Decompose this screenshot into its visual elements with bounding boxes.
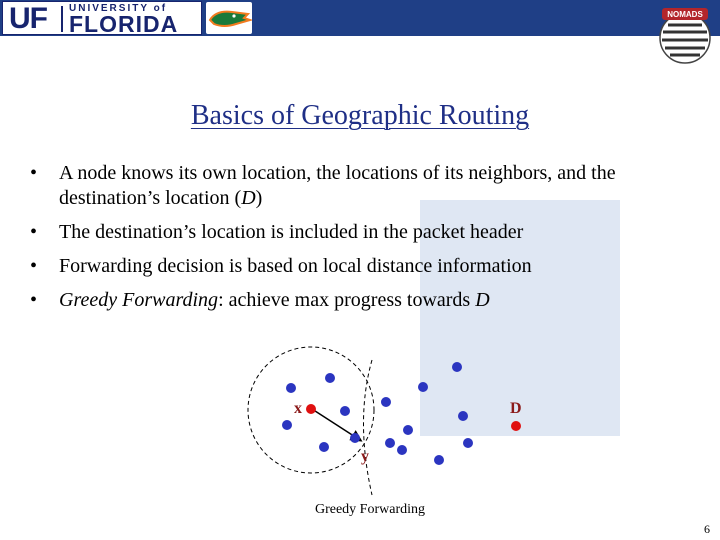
bullet-item: • A node knows its own location, the locations of its neighbors, and the destination’s location (D) (30, 161, 710, 211)
node (463, 438, 473, 448)
label-x: x (294, 400, 302, 417)
nomads-label: NOMADS (667, 10, 703, 19)
node (286, 383, 296, 393)
node (385, 438, 395, 448)
progress-arc (364, 360, 373, 495)
label-y: y (361, 448, 369, 465)
node (282, 420, 292, 430)
uf-mark: UF (9, 2, 47, 35)
node (397, 445, 407, 455)
bullet-item: • The destination’s location is included in the packet header (30, 220, 710, 245)
node-y (350, 433, 360, 443)
label-d: D (510, 400, 522, 417)
node (381, 397, 391, 407)
source-node-x (306, 404, 316, 414)
node (403, 425, 413, 435)
node (340, 406, 350, 416)
node (458, 411, 468, 421)
uf-university-text: UNIVERSITY of (69, 3, 168, 14)
bullet-item: • Forwarding decision is based on local distance information (30, 254, 710, 279)
bullet-item: • Greedy Forwarding: achieve max progress towards D (30, 288, 710, 313)
destination-node-d (511, 421, 521, 431)
uf-florida-text: FLORIDA (69, 11, 179, 37)
node (319, 442, 329, 452)
node (434, 455, 444, 465)
slide-number: 6 (704, 522, 710, 536)
slide-title: Basics of Geographic Routing (190, 100, 530, 131)
node (452, 362, 462, 372)
diagram-caption: Greedy Forwarding (314, 502, 426, 517)
node (325, 373, 335, 383)
node (418, 382, 428, 392)
